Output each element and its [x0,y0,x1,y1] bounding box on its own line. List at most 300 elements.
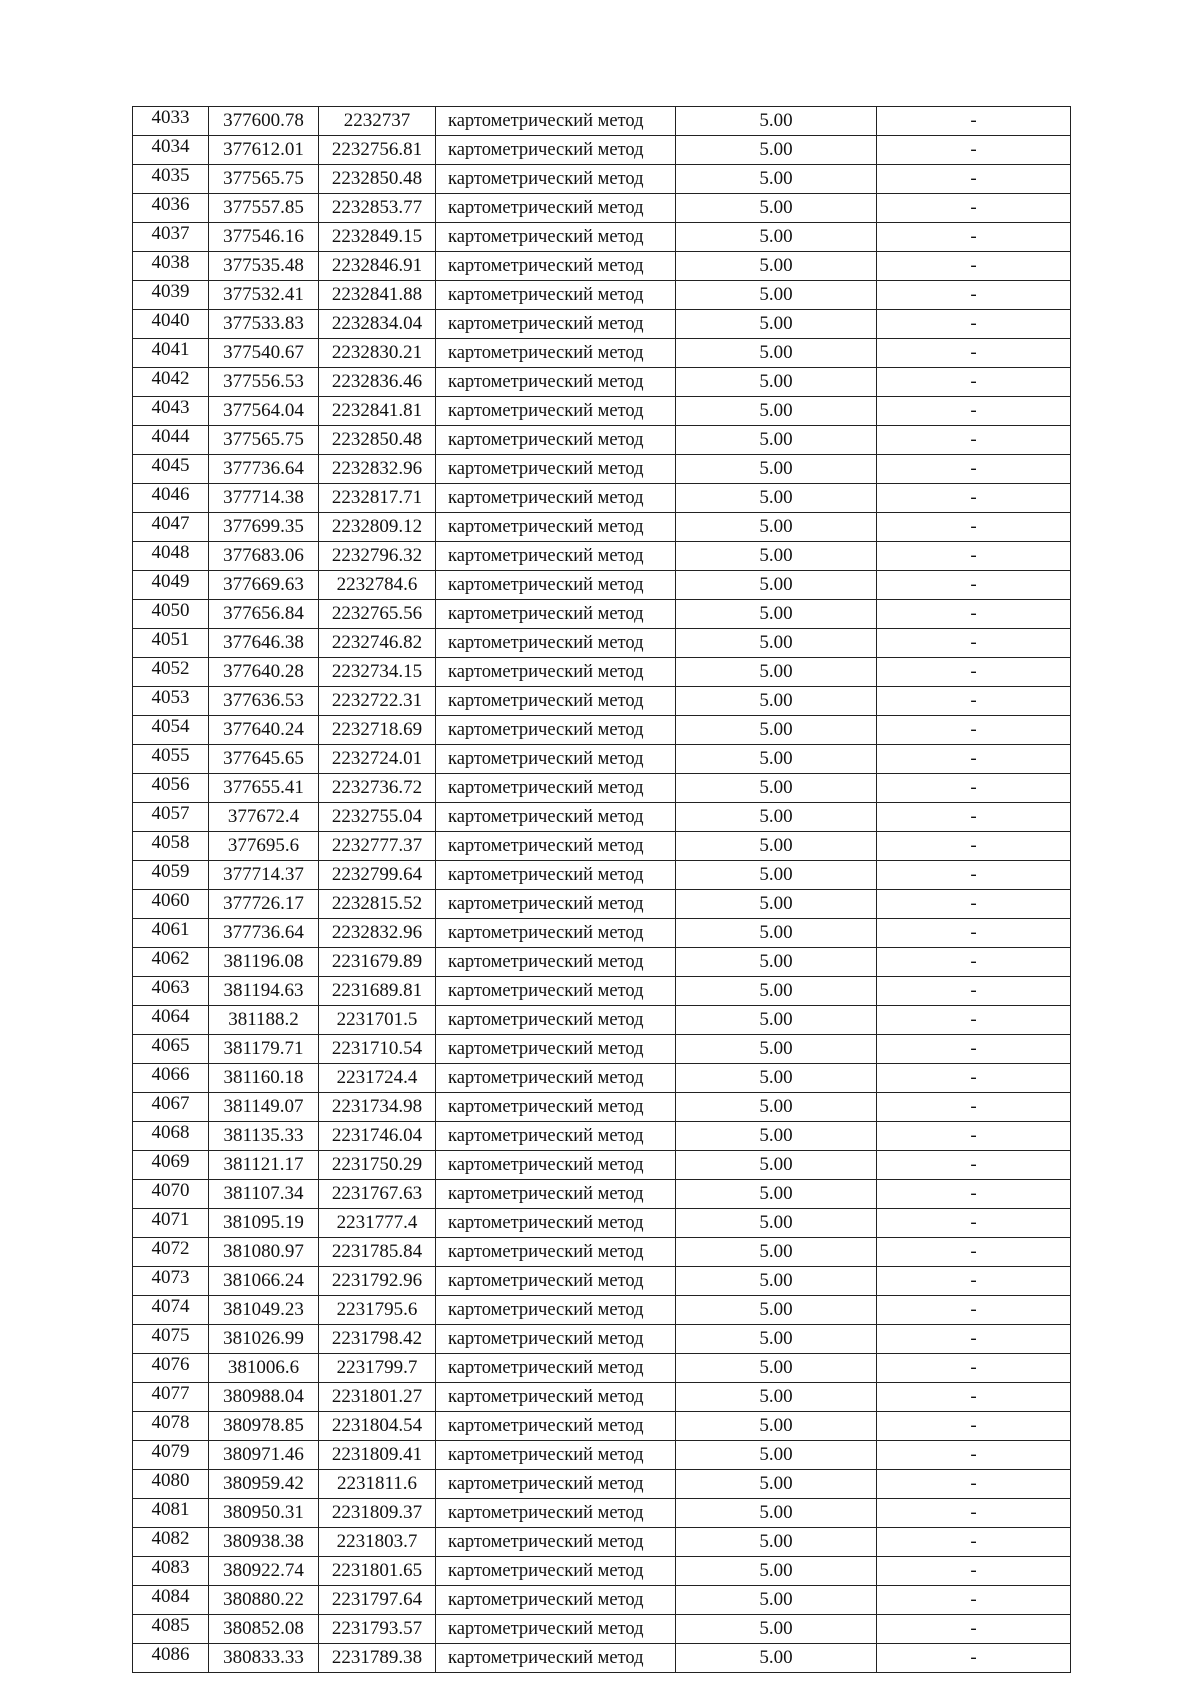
point-number-cell: 4036 [133,194,209,223]
x-coordinate-cell: 380978.85 [209,1412,319,1441]
description-cell: - [877,223,1071,252]
method-cell: картометрический метод [436,745,676,774]
method-cell: картометрический метод [436,1644,676,1673]
description-cell: - [877,194,1071,223]
point-number-cell: 4082 [133,1528,209,1557]
x-coordinate-cell: 377540.67 [209,339,319,368]
x-coordinate-cell: 377636.53 [209,687,319,716]
x-coordinate-cell: 377714.37 [209,861,319,890]
method-cell: картометрический метод [436,861,676,890]
table-row [133,861,1071,890]
description-cell: - [877,629,1071,658]
method-cell: картометрический метод [436,1499,676,1528]
accuracy-cell: 5.00 [676,1122,877,1151]
coordinates-table-body [133,107,1071,1673]
y-coordinate-cell: 2231777.4 [319,1209,436,1238]
accuracy-cell: 5.00 [676,339,877,368]
accuracy-cell: 5.00 [676,1093,877,1122]
x-coordinate-cell: 377640.24 [209,716,319,745]
method-cell: картометрический метод [436,716,676,745]
description-cell: - [877,1035,1071,1064]
y-coordinate-cell: 2232722.31 [319,687,436,716]
accuracy-cell: 5.00 [676,803,877,832]
point-number-cell: 4059 [133,861,209,890]
point-number-cell: 4060 [133,890,209,919]
y-coordinate-cell: 2232850.48 [319,165,436,194]
table-row [133,716,1071,745]
x-coordinate-cell: 381026.99 [209,1325,319,1354]
point-number-cell: 4035 [133,165,209,194]
y-coordinate-cell: 2232737 [319,107,436,136]
method-cell: картометрический метод [436,1557,676,1586]
y-coordinate-cell: 2231746.04 [319,1122,436,1151]
x-coordinate-cell: 381107.34 [209,1180,319,1209]
y-coordinate-cell: 2231801.27 [319,1383,436,1412]
x-coordinate-cell: 380950.31 [209,1499,319,1528]
table-row [133,687,1071,716]
y-coordinate-cell: 2231803.7 [319,1528,436,1557]
x-coordinate-cell: 381121.17 [209,1151,319,1180]
accuracy-cell: 5.00 [676,1557,877,1586]
accuracy-cell: 5.00 [676,1499,877,1528]
x-coordinate-cell: 381179.71 [209,1035,319,1064]
method-cell: картометрический метод [436,890,676,919]
method-cell: картометрический метод [436,948,676,977]
x-coordinate-cell: 377672.4 [209,803,319,832]
point-number-cell: 4053 [133,687,209,716]
x-coordinate-cell: 381006.6 [209,1354,319,1383]
accuracy-cell: 5.00 [676,571,877,600]
method-cell: картометрический метод [436,1586,676,1615]
y-coordinate-cell: 2232746.82 [319,629,436,658]
x-coordinate-cell: 380938.38 [209,1528,319,1557]
point-number-cell: 4080 [133,1470,209,1499]
y-coordinate-cell: 2232830.21 [319,339,436,368]
description-cell: - [877,252,1071,281]
table-row [133,1151,1071,1180]
point-number-cell: 4062 [133,948,209,977]
y-coordinate-cell: 2232756.81 [319,136,436,165]
description-cell: - [877,571,1071,600]
table-row [133,1644,1071,1673]
method-cell: картометрический метод [436,1093,676,1122]
table-row [133,397,1071,426]
table-row [133,1209,1071,1238]
description-cell: - [877,1064,1071,1093]
method-cell: картометрический метод [436,1209,676,1238]
y-coordinate-cell: 2231750.29 [319,1151,436,1180]
x-coordinate-cell: 380959.42 [209,1470,319,1499]
accuracy-cell: 5.00 [676,890,877,919]
description-cell: - [877,1586,1071,1615]
accuracy-cell: 5.00 [676,252,877,281]
description-cell: - [877,1093,1071,1122]
point-number-cell: 4045 [133,455,209,484]
x-coordinate-cell: 377612.01 [209,136,319,165]
accuracy-cell: 5.00 [676,397,877,426]
y-coordinate-cell: 2232724.01 [319,745,436,774]
y-coordinate-cell: 2231799.7 [319,1354,436,1383]
x-coordinate-cell: 381160.18 [209,1064,319,1093]
point-number-cell: 4038 [133,252,209,281]
accuracy-cell: 5.00 [676,194,877,223]
y-coordinate-cell: 2232809.12 [319,513,436,542]
table-row [133,252,1071,281]
description-cell: - [877,1557,1071,1586]
method-cell: картометрический метод [436,426,676,455]
method-cell: картометрический метод [436,571,676,600]
accuracy-cell: 5.00 [676,1441,877,1470]
x-coordinate-cell: 381149.07 [209,1093,319,1122]
y-coordinate-cell: 2232841.81 [319,397,436,426]
point-number-cell: 4085 [133,1615,209,1644]
description-cell: - [877,281,1071,310]
table-row [133,107,1071,136]
accuracy-cell: 5.00 [676,513,877,542]
y-coordinate-cell: 2231767.63 [319,1180,436,1209]
method-cell: картометрический метод [436,774,676,803]
x-coordinate-cell: 380971.46 [209,1441,319,1470]
x-coordinate-cell: 377736.64 [209,455,319,484]
y-coordinate-cell: 2231724.4 [319,1064,436,1093]
accuracy-cell: 5.00 [676,774,877,803]
description-cell: - [877,1499,1071,1528]
method-cell: картометрический метод [436,339,676,368]
method-cell: картометрический метод [436,1035,676,1064]
description-cell: - [877,1383,1071,1412]
description-cell: - [877,426,1071,455]
point-number-cell: 4083 [133,1557,209,1586]
table-row [133,1499,1071,1528]
x-coordinate-cell: 377736.64 [209,919,319,948]
accuracy-cell: 5.00 [676,1586,877,1615]
accuracy-cell: 5.00 [676,455,877,484]
accuracy-cell: 5.00 [676,658,877,687]
x-coordinate-cell: 377726.17 [209,890,319,919]
table-row [133,977,1071,1006]
y-coordinate-cell: 2232777.37 [319,832,436,861]
description-cell: - [877,1325,1071,1354]
method-cell: картометрический метод [436,600,676,629]
description-cell: - [877,1470,1071,1499]
point-number-cell: 4052 [133,658,209,687]
accuracy-cell: 5.00 [676,1383,877,1412]
method-cell: картометрический метод [436,1325,676,1354]
accuracy-cell: 5.00 [676,1615,877,1644]
y-coordinate-cell: 2232734.15 [319,658,436,687]
accuracy-cell: 5.00 [676,1151,877,1180]
description-cell: - [877,165,1071,194]
accuracy-cell: 5.00 [676,745,877,774]
point-number-cell: 4061 [133,919,209,948]
accuracy-cell: 5.00 [676,107,877,136]
description-cell: - [877,1615,1071,1644]
method-cell: картометрический метод [436,1412,676,1441]
method-cell: картометрический метод [436,165,676,194]
x-coordinate-cell: 380880.22 [209,1586,319,1615]
table-row [133,1557,1071,1586]
x-coordinate-cell: 380852.08 [209,1615,319,1644]
method-cell: картометрический метод [436,832,676,861]
point-number-cell: 4040 [133,310,209,339]
accuracy-cell: 5.00 [676,948,877,977]
accuracy-cell: 5.00 [676,1354,877,1383]
accuracy-cell: 5.00 [676,919,877,948]
accuracy-cell: 5.00 [676,1238,877,1267]
table-row [133,455,1071,484]
point-number-cell: 4071 [133,1209,209,1238]
point-number-cell: 4074 [133,1296,209,1325]
table-row [133,1615,1071,1644]
description-cell: - [877,1238,1071,1267]
y-coordinate-cell: 2232836.46 [319,368,436,397]
x-coordinate-cell: 377565.75 [209,165,319,194]
description-cell: - [877,542,1071,571]
table-row [133,1586,1071,1615]
y-coordinate-cell: 2232850.48 [319,426,436,455]
x-coordinate-cell: 377532.41 [209,281,319,310]
point-number-cell: 4057 [133,803,209,832]
method-cell: картометрический метод [436,107,676,136]
table-row [133,223,1071,252]
accuracy-cell: 5.00 [676,1470,877,1499]
table-row [133,774,1071,803]
y-coordinate-cell: 2231679.89 [319,948,436,977]
y-coordinate-cell: 2231710.54 [319,1035,436,1064]
accuracy-cell: 5.00 [676,1528,877,1557]
x-coordinate-cell: 380988.04 [209,1383,319,1412]
x-coordinate-cell: 377533.83 [209,310,319,339]
accuracy-cell: 5.00 [676,1325,877,1354]
table-row [133,571,1071,600]
point-number-cell: 4086 [133,1644,209,1673]
x-coordinate-cell: 381194.63 [209,977,319,1006]
accuracy-cell: 5.00 [676,1180,877,1209]
table-row [133,1325,1071,1354]
point-number-cell: 4044 [133,426,209,455]
method-cell: картометрический метод [436,252,676,281]
y-coordinate-cell: 2231798.42 [319,1325,436,1354]
description-cell: - [877,803,1071,832]
point-number-cell: 4043 [133,397,209,426]
accuracy-cell: 5.00 [676,1296,877,1325]
table-row [133,194,1071,223]
point-number-cell: 4076 [133,1354,209,1383]
x-coordinate-cell: 377699.35 [209,513,319,542]
method-cell: картометрический метод [436,1267,676,1296]
point-number-cell: 4033 [133,107,209,136]
method-cell: картометрический метод [436,542,676,571]
description-cell: - [877,890,1071,919]
accuracy-cell: 5.00 [676,223,877,252]
accuracy-cell: 5.00 [676,1267,877,1296]
point-number-cell: 4078 [133,1412,209,1441]
description-cell: - [877,107,1071,136]
method-cell: картометрический метод [436,919,676,948]
description-cell: - [877,368,1071,397]
table-row [133,1441,1071,1470]
accuracy-cell: 5.00 [676,629,877,658]
accuracy-cell: 5.00 [676,716,877,745]
y-coordinate-cell: 2232841.88 [319,281,436,310]
accuracy-cell: 5.00 [676,368,877,397]
method-cell: картометрический метод [436,281,676,310]
method-cell: картометрический метод [436,194,676,223]
description-cell: - [877,1151,1071,1180]
method-cell: картометрический метод [436,803,676,832]
point-number-cell: 4075 [133,1325,209,1354]
x-coordinate-cell: 381135.33 [209,1122,319,1151]
point-number-cell: 4063 [133,977,209,1006]
y-coordinate-cell: 2232815.52 [319,890,436,919]
table-row [133,1122,1071,1151]
accuracy-cell: 5.00 [676,687,877,716]
y-coordinate-cell: 2231734.98 [319,1093,436,1122]
y-coordinate-cell: 2232755.04 [319,803,436,832]
table-row [133,368,1071,397]
description-cell: - [877,1296,1071,1325]
x-coordinate-cell: 381080.97 [209,1238,319,1267]
point-number-cell: 4034 [133,136,209,165]
table-row [133,339,1071,368]
x-coordinate-cell: 377564.04 [209,397,319,426]
table-row [133,832,1071,861]
method-cell: картометрический метод [436,136,676,165]
description-cell: - [877,716,1071,745]
description-cell: - [877,1644,1071,1673]
x-coordinate-cell: 377669.63 [209,571,319,600]
method-cell: картометрический метод [436,310,676,339]
description-cell: - [877,658,1071,687]
x-coordinate-cell: 381196.08 [209,948,319,977]
method-cell: картометрический метод [436,484,676,513]
table-row [133,1354,1071,1383]
y-coordinate-cell: 2232834.04 [319,310,436,339]
table-row [133,1470,1071,1499]
method-cell: картометрический метод [436,1441,676,1470]
method-cell: картометрический метод [436,1151,676,1180]
point-number-cell: 4042 [133,368,209,397]
accuracy-cell: 5.00 [676,1064,877,1093]
y-coordinate-cell: 2232799.64 [319,861,436,890]
x-coordinate-cell: 377535.48 [209,252,319,281]
x-coordinate-cell: 381049.23 [209,1296,319,1325]
description-cell: - [877,1528,1071,1557]
point-number-cell: 4058 [133,832,209,861]
description-cell: - [877,1006,1071,1035]
description-cell: - [877,977,1071,1006]
y-coordinate-cell: 2232846.91 [319,252,436,281]
accuracy-cell: 5.00 [676,832,877,861]
y-coordinate-cell: 2231809.41 [319,1441,436,1470]
y-coordinate-cell: 2232853.77 [319,194,436,223]
description-cell: - [877,861,1071,890]
method-cell: картометрический метод [436,1354,676,1383]
point-number-cell: 4051 [133,629,209,658]
description-cell: - [877,1180,1071,1209]
table-row [133,658,1071,687]
method-cell: картометрический метод [436,1064,676,1093]
point-number-cell: 4072 [133,1238,209,1267]
point-number-cell: 4070 [133,1180,209,1209]
table-row [133,948,1071,977]
x-coordinate-cell: 377600.78 [209,107,319,136]
table-row [133,165,1071,194]
point-number-cell: 4067 [133,1093,209,1122]
y-coordinate-cell: 2231689.81 [319,977,436,1006]
accuracy-cell: 5.00 [676,136,877,165]
description-cell: - [877,687,1071,716]
table-row [133,1267,1071,1296]
method-cell: картометрический метод [436,1383,676,1412]
method-cell: картометрический метод [436,397,676,426]
x-coordinate-cell: 377565.75 [209,426,319,455]
description-cell: - [877,397,1071,426]
accuracy-cell: 5.00 [676,310,877,339]
description-cell: - [877,513,1071,542]
table-row [133,1412,1071,1441]
point-number-cell: 4073 [133,1267,209,1296]
y-coordinate-cell: 2232832.96 [319,455,436,484]
y-coordinate-cell: 2231795.6 [319,1296,436,1325]
table-row [133,1035,1071,1064]
method-cell: картометрический метод [436,455,676,484]
point-number-cell: 4055 [133,745,209,774]
x-coordinate-cell: 380833.33 [209,1644,319,1673]
description-cell: - [877,455,1071,484]
table-row [133,803,1071,832]
y-coordinate-cell: 2231811.6 [319,1470,436,1499]
point-number-cell: 4065 [133,1035,209,1064]
x-coordinate-cell: 377546.16 [209,223,319,252]
x-coordinate-cell: 377646.38 [209,629,319,658]
point-number-cell: 4049 [133,571,209,600]
point-number-cell: 4069 [133,1151,209,1180]
method-cell: картометрический метод [436,368,676,397]
point-number-cell: 4064 [133,1006,209,1035]
description-cell: - [877,1267,1071,1296]
table-row [133,890,1071,919]
table-row [133,600,1071,629]
description-cell: - [877,339,1071,368]
accuracy-cell: 5.00 [676,600,877,629]
method-cell: картометрический метод [436,1615,676,1644]
table-row [133,513,1071,542]
table-row [133,1064,1071,1093]
accuracy-cell: 5.00 [676,861,877,890]
accuracy-cell: 5.00 [676,1644,877,1673]
method-cell: картометрический метод [436,223,676,252]
table-row [133,1180,1071,1209]
description-cell: - [877,600,1071,629]
y-coordinate-cell: 2232736.72 [319,774,436,803]
x-coordinate-cell: 377645.65 [209,745,319,774]
coordinates-table [132,106,1071,1673]
table-row [133,1296,1071,1325]
y-coordinate-cell: 2232849.15 [319,223,436,252]
y-coordinate-cell: 2231797.64 [319,1586,436,1615]
method-cell: картометрический метод [436,687,676,716]
description-cell: - [877,136,1071,165]
description-cell: - [877,745,1071,774]
method-cell: картометрический метод [436,1238,676,1267]
method-cell: картометрический метод [436,1470,676,1499]
point-number-cell: 4048 [133,542,209,571]
point-number-cell: 4046 [133,484,209,513]
x-coordinate-cell: 380922.74 [209,1557,319,1586]
x-coordinate-cell: 381188.2 [209,1006,319,1035]
table-row [133,426,1071,455]
